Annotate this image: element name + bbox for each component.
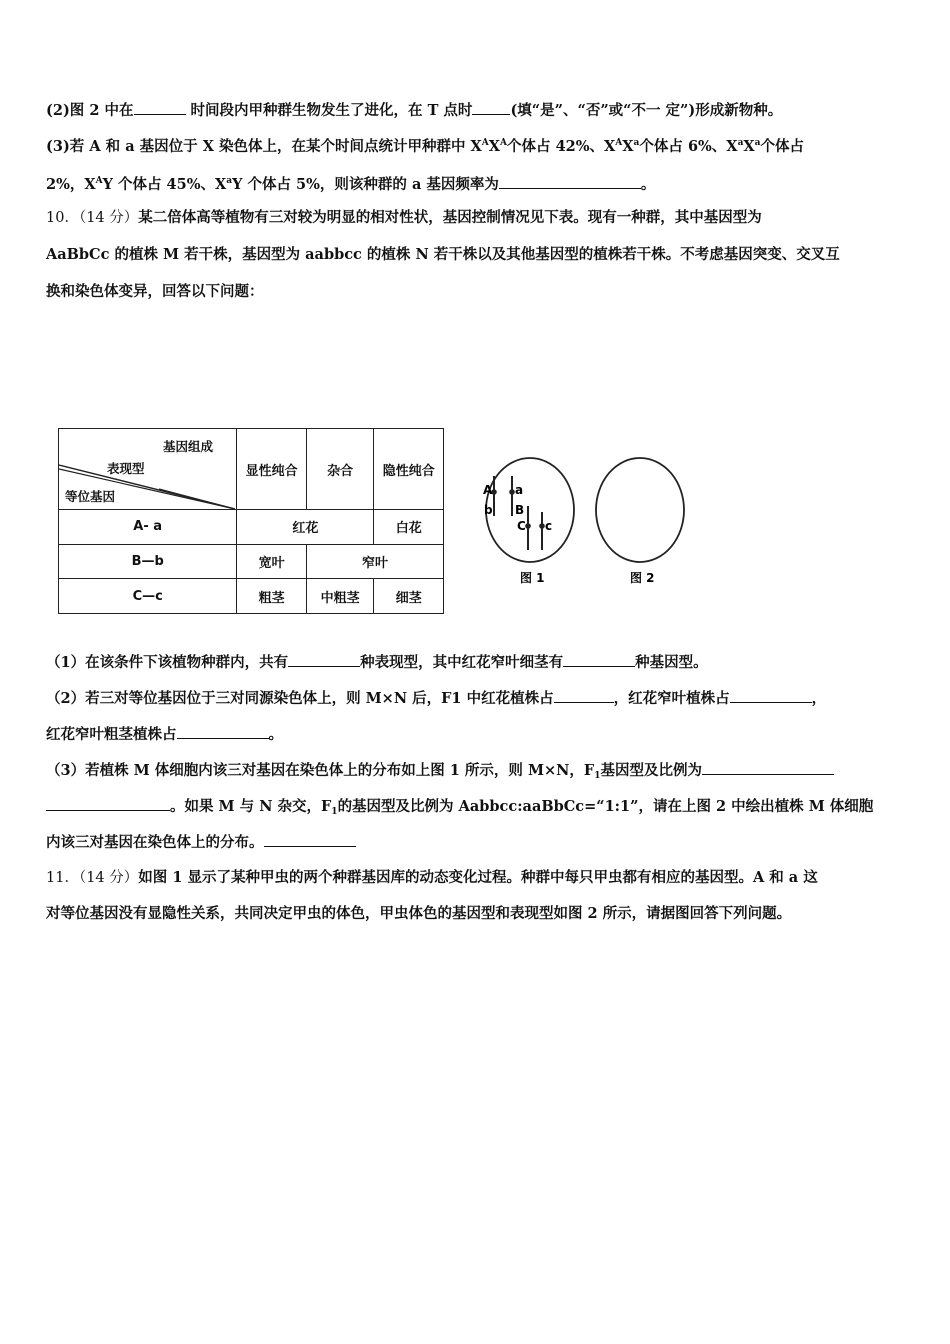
cell-fig2[interactable] [596, 458, 684, 562]
col-header-hetero: 杂合 [306, 429, 374, 510]
answer-blank[interactable] [472, 100, 510, 115]
q10-sub3-cont: 。如果 M 与 N 杂交，$F_1$的基因型及比例为 Aabbcc:aaBbCc=“1:1”，请在上图 2 中绘出植株 M 体细胞 [46, 796, 873, 817]
allele-B: B [515, 503, 525, 517]
answer-blank[interactable] [730, 688, 812, 703]
q10-sub2: （2）若三对等位基因位于三对同源染色体上，则 M×N 后，F1 中红花植株占 ，红花窄叶植株占 ， [46, 690, 827, 707]
q9-part2: (2)图 2 中在 时间段内甲种群生物发生了进化，在 T 点时 (填“是”、“否”或“不一 定”)形成新物种。 [46, 102, 783, 119]
q10-stem-line1: 10．（14 分）某二倍体高等植物有三对较为明显的相对性状，基因控制情况见下表。现有一种群，其中基因型为 [46, 209, 762, 226]
diag-label-genotype: 基因组成 [163, 439, 214, 454]
answer-blank[interactable] [264, 832, 356, 847]
row-gene-a: A- a [59, 510, 237, 545]
cell-thin-stem: 细茎 [374, 579, 444, 614]
centromere [525, 523, 531, 529]
q10-sub3-end: 内该三对基因在染色体上的分布。 [46, 832, 356, 853]
cell-red-flower: 红花 [237, 510, 374, 545]
diag-label-allele: 等位基因 [65, 489, 116, 504]
answer-blank[interactable] [134, 100, 186, 115]
diag-label-phenotype: 表现型 [107, 461, 145, 476]
answer-blank[interactable] [177, 724, 269, 739]
allele-c: c [545, 519, 553, 533]
centromere [539, 523, 545, 529]
q11-stem-line2: 对等位基因没有显隐性关系，共同决定甲虫的体色，甲虫体色的基因型和表现型如图 2 所示，请据图回答下列问题。 [46, 905, 792, 922]
cell-diagrams [466, 424, 706, 620]
allele-a: a [515, 483, 524, 497]
cell-narrow-leaf: 窄叶 [306, 544, 443, 579]
allele-b: b [484, 503, 493, 517]
q10-stem-line2: AaBbCc 的植株 M 若干株，基因型为 aabbcc 的植株 N 若干株以及其他基因型的植株若干株。不考虑基因突变、交叉互 [46, 246, 840, 263]
row-gene-b: B—b [59, 544, 237, 579]
answer-blank[interactable] [563, 652, 635, 667]
answer-blank[interactable] [46, 796, 170, 811]
allele-A: A [483, 483, 493, 497]
answer-blank[interactable] [499, 174, 641, 189]
answer-blank[interactable] [702, 760, 834, 775]
answer-blank[interactable] [288, 652, 360, 667]
q9-part3: (3)若 A 和 a 基因位于 X 染色体上，在某个时间点统计甲种群中 $X^AX^A$个体占 42%、$X^AX^a$个体占 6%、$X^aX^a$个体占 [46, 138, 805, 155]
cell-fig1 [486, 458, 574, 562]
q10-figure [56, 424, 696, 620]
col-header-dominant: 显性纯合 [237, 429, 307, 510]
q10-sub2-cont: 红花窄叶粗茎植株占 。 [46, 726, 283, 743]
q10-sub1: （1）在该条件下该植物种群内，共有 种表现型，其中红花窄叶细茎有 种基因型。 [46, 654, 708, 671]
allele-C: C [517, 519, 526, 533]
col-header-recessive: 隐性纯合 [374, 429, 444, 510]
q11-stem-line1: 11．（14 分）如图 1 显示了某种甲虫的两个种群基因库的动态变化过程。种群中每只甲虫都有相应的基因型。A 和 a 这 [46, 869, 818, 886]
q9-part3-cont: 2%，$X^AY$ 个体占 45%、$X^aY$ 个体占 5%，则该种群的 a 基因频率为 。 [46, 176, 656, 193]
cell-thick-stem: 粗茎 [237, 579, 307, 614]
cell-medium-stem: 中粗茎 [306, 579, 374, 614]
genotype-table [58, 428, 444, 614]
fig1-caption: 图 1 [520, 571, 545, 585]
table-diagonal-header [59, 429, 237, 510]
centromere [509, 489, 515, 495]
row-gene-c: C—c [59, 579, 237, 614]
q10-sub3: （3）若植株 M 体细胞内该三对基因在染色体上的分布如上图 1 所示，则 M×N，$F_1$基因型及比例为 [46, 760, 834, 781]
q10-stem-line3: 换和染色体变异，回答以下问题： [46, 283, 264, 300]
answer-blank[interactable] [554, 688, 614, 703]
cell-wide-leaf: 宽叶 [237, 544, 307, 579]
fig2-caption: 图 2 [630, 571, 655, 585]
cell-white-flower: 白花 [374, 510, 444, 545]
